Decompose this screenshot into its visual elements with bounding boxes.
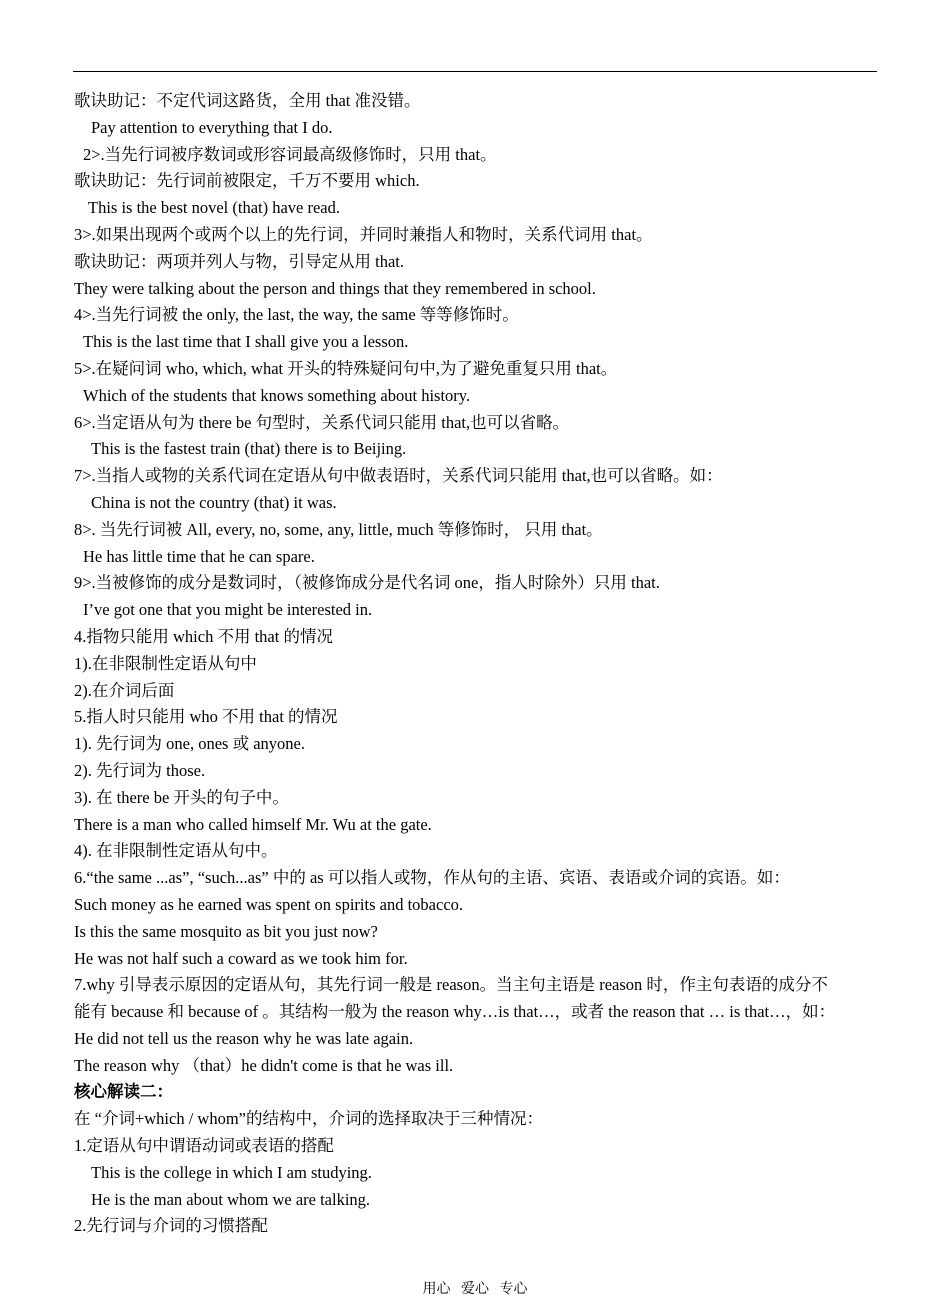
list-item: 1).在非限制性定语从句中 xyxy=(74,653,257,673)
example-sentence: This is the college in which I am studying. xyxy=(91,1162,372,1182)
example-sentence: This is the last time that I shall give you a lesson. xyxy=(83,332,409,352)
mnemonic-line: 歌诀助记：先行词前被限定，千万不要用 which. xyxy=(74,171,420,191)
example-sentence: Pay attention to everything that I do. xyxy=(91,117,333,137)
example-sentence: He is the man about whom we are talking. xyxy=(91,1189,371,1209)
list-item: 2.先行词与介词的习惯搭配 xyxy=(74,1216,268,1236)
example-sentence: Which of the students that knows something about history. xyxy=(83,385,471,405)
list-item: 4). 在非限制性定语从句中。 xyxy=(74,841,278,861)
example-sentence: They were talking about the person and things that they remembered in school. xyxy=(74,278,596,298)
mnemonic-line: 歌诀助记：不定代词这路货，全用 that 准没错。 xyxy=(74,91,421,110)
rule-line: 3>.如果出现两个或两个以上的先行词，并同时兼指人和物时，关系代词用 that。 xyxy=(74,224,653,244)
rule-line: 6>.当定语从句为 there be 句型时，关系代词只能用 that,也可以省略。 xyxy=(74,412,570,432)
rule-line: 5>.在疑问词 who, which, what 开头的特殊疑问句中,为了避免重复只用 that。 xyxy=(74,358,618,378)
example-sentence: I’ve got one that you might be interested in. xyxy=(83,600,373,620)
example-sentence: He did not tell us the reason why he was late again. xyxy=(74,1028,414,1048)
example-sentence: Is this the same mosquito as bit you just now? xyxy=(74,921,378,941)
document-body xyxy=(74,88,878,1240)
list-item: 1.定语从句中谓语动词或表语的搭配 xyxy=(74,1136,334,1156)
page-footer: 用心 爱心 专心 xyxy=(422,1282,528,1297)
section-title: 核心解读二： xyxy=(74,1082,173,1102)
example-sentence: He was not half such a coward as we took him for. xyxy=(74,948,408,968)
section-heading: 4.指物只能用 which 不用 that 的情况 xyxy=(74,626,333,646)
section-heading: 5.指人时只能用 who 不用 that 的情况 xyxy=(74,707,338,727)
rule-line: 9>.当被修饰的成分是数词时，（被修饰成分是代名词 one，指人时除外）只用 that. xyxy=(74,573,660,593)
list-item: 1). 先行词为 one, ones 或 anyone. xyxy=(74,734,305,754)
example-sentence: The reason why （that）he didn't come is that he was ill. xyxy=(74,1055,454,1075)
rule-line: 7>.当指人或物的关系代词在定语从句中做表语时，关系代词只能用 that,也可以省略。如： xyxy=(74,466,723,486)
example-sentence: Such money as he earned was spent on spirits and tobacco. xyxy=(74,894,464,914)
example-sentence: He has little time that he can spare. xyxy=(83,546,315,566)
example-sentence: China is not the country (that) it was. xyxy=(91,492,337,512)
example-sentence: This is the best novel (that) have read. xyxy=(88,198,341,218)
section-heading: 7.why 引导表示原因的定语从句，其先行词一般是 reason。当主句主语是 reason 时，作主句表语的成分不 xyxy=(74,975,828,995)
example-sentence: There is a man who called himself Mr. Wu at the gate. xyxy=(74,814,432,834)
rule-line: 4>.当先行词被 the only, the last, the way, the same 等等修饰时。 xyxy=(74,305,519,325)
paragraph-line: 在 “介词+which / whom”的结构中，介词的选择取决于三种情况： xyxy=(74,1109,543,1129)
rule-line: 8>. 当先行词被 All, every, no, some, any, little, much 等修饰时， 只用 that。 xyxy=(74,519,603,539)
example-sentence: This is the fastest train (that) there is to Beijing. xyxy=(91,439,407,459)
section-heading: 6.“the same ...as”, “such...as” 中的 as 可以指人或物，作从句的主语、宾语、表语或介词的宾语。如： xyxy=(74,868,790,888)
mnemonic-line: 歌诀助记：两项并列人与物，引导定从用 that. xyxy=(74,251,404,271)
rule-line: 2>.当先行词被序数词或形容词最高级修饰时，只用 that。 xyxy=(83,144,497,164)
header-rule xyxy=(73,71,877,72)
list-item: 2).在介词后面 xyxy=(74,680,175,700)
list-item: 2). 先行词为 those. xyxy=(74,760,206,780)
paragraph-line: 能有 because 和 because of 。其结构一般为 the reason why…is that…，或者 the reason that … is that…，如： xyxy=(74,1002,836,1022)
list-item: 3). 在 there be 开头的句子中。 xyxy=(74,787,289,807)
